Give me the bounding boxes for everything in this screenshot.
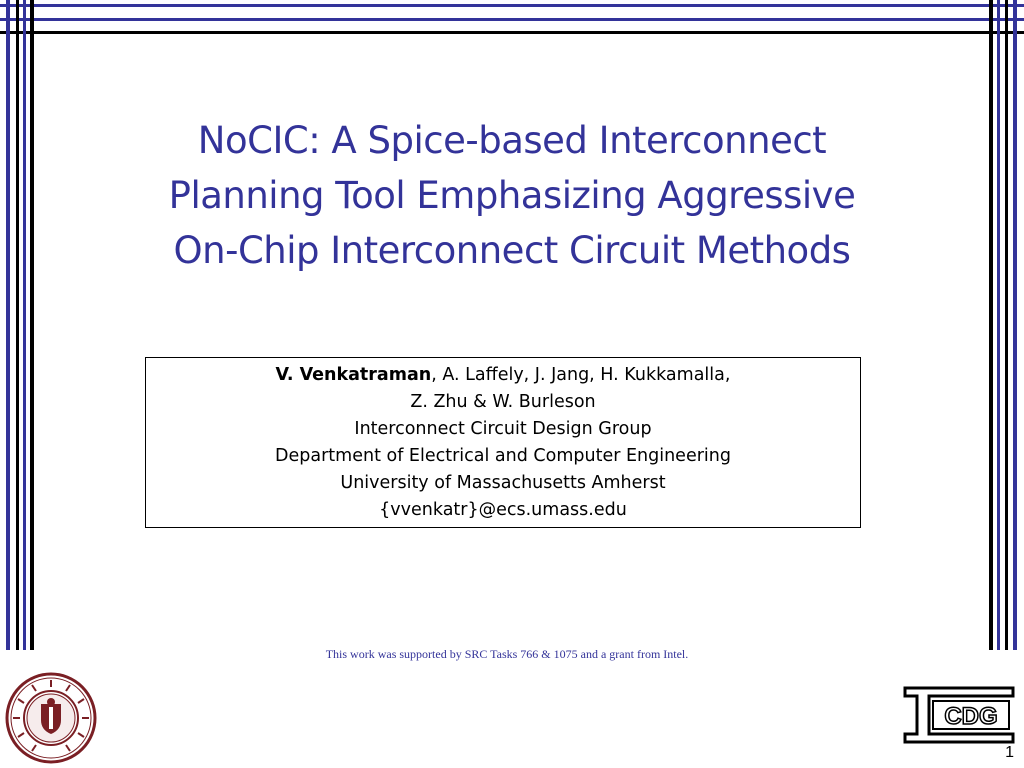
svg-text:CDG: CDG <box>944 703 998 730</box>
lead-author: V. Venkatraman <box>275 365 432 385</box>
support-note: This work was supported by SRC Tasks 766 & 1075 and a grant from Intel. <box>325 647 689 661</box>
title-line-1: NoCIC: A Spice-based Interconnect <box>197 119 827 162</box>
slide-title <box>100 113 924 278</box>
title-line-3: On-Chip Interconnect Circuit Methods <box>173 229 851 272</box>
contact-email: {vvenkatr}@ecs.umass.edu <box>379 500 627 520</box>
author-box <box>145 357 861 528</box>
cdg-logo <box>903 686 1015 744</box>
page-number: 1 <box>1005 744 1014 761</box>
umass-seal-logo <box>5 672 97 764</box>
department: Department of Electrical and Computer Engineering <box>275 446 731 466</box>
title-line-2: Planning Tool Emphasizing Aggressive <box>168 174 856 217</box>
author-line-1 <box>146 362 860 389</box>
university: University of Massachusetts Amherst <box>340 473 666 493</box>
author-line-2: Z. Zhu & W. Burleson <box>410 392 596 412</box>
co-authors: , A. Laffely, J. Jang, H. Kukkamalla, <box>431 365 731 385</box>
research-group: Interconnect Circuit Design Group <box>354 419 652 439</box>
